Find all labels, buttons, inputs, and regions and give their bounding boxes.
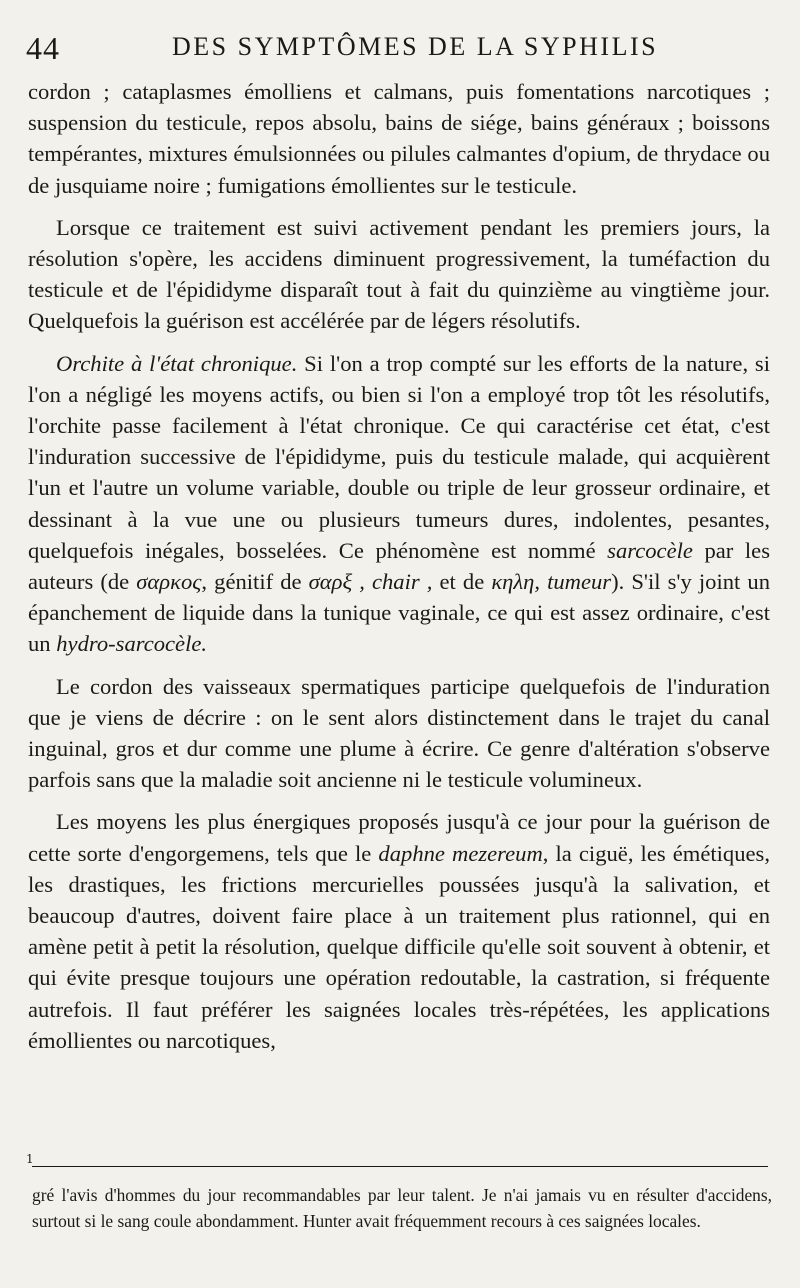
paragraph-3-text-3: , génitif de — [201, 569, 309, 595]
paragraph-4: Le cordon des vaisseaux spermatiques participe quelquefois de l'induration que je viens de décrire : on le sent alors distinctement dans le trajet du canal inguinal, gros et dur comme une plume à écrire. Ce genre d'altération s'observe parfois sans que la maladie soit ancienne ni le testicule volumineux. — [28, 673, 770, 793]
paragraph-3 — [28, 348, 770, 660]
greek-sarx: σαρξ , chair , — [308, 569, 433, 595]
term-hydro-sarcocele: hydro-sarcocèle. — [56, 631, 208, 657]
greek-sarkos: σαρκος — [136, 569, 202, 595]
paragraph-3-text-5: ). S'il s'y joint un épanchement de liquide dans la tunique vaginale, ce qui est assez ordinaire, c'est un — [28, 569, 770, 657]
paragraph-2: Lorsque ce traitement est suivi activement pendant les premiers jours, la résolution s'opère, les accidens diminuent progressivement, la tuméfaction du testicule et de l'épididyme disparaît tout à fait du quinzième au vingtième jour. Quelquefois la guérison est accélérée par de légers résolutifs. — [28, 214, 770, 334]
term-sarcocele: sarcocèle — [607, 537, 693, 563]
greek-kele: κηλη, tumeur — [491, 569, 612, 595]
running-title: DES SYMPTÔMES DE LA SYPHILIS — [172, 32, 659, 61]
paragraph-3-text-2: par les auteurs (de — [28, 537, 770, 595]
page-header — [0, 26, 800, 70]
footnote-mark: 1 — [26, 1152, 34, 1166]
paragraph-3-text-1: Si l'on a trop compté sur les efforts de la nature, si l'on a négligé les moyens actifs, ou bien si l'on a employé trop tôt les résolutifs, l'orchite passe facilement à l'état chronique. Ce qui caractérise cet état, c'est l'induration successive de l'épididyme, puis du testicule malade, qui acquièrent l'un et l'autre un volume variable, double ou triple de leur grosseur ordinaire, et dessinant à la vue une ou plusieurs tumeurs dures, indolentes, pesantes, quelquefois inégales, bosselées. Ce phénomène est nommé — [28, 350, 770, 563]
paragraph-5 — [28, 806, 770, 1056]
body-text — [28, 76, 770, 1067]
paragraph-5-text-1: Les moyens les plus énergiques proposés jusqu'à ce jour pour la guérison de cette sorte d'engorgemens, tels que le — [28, 809, 770, 866]
paragraph-3-text-4: et de — [432, 569, 492, 595]
paragraph-5-text-2: , la ciguë, les émétiques, les drastiques, les frictions mercurielles poussées jusqu'à la salivation, et beaucoup d'autres, doivent faire place à un traitement plus rationnel, qui en amène petit à petit la résolution, quelque difficile qu'elle soit souvent à obtenir, et qui évite presque toujours une opération redoutable, la castration, si fréquente autrefois. Il faut préférer les saignées locales très-répétées, les applications émollientes ou narcotiques, — [28, 840, 770, 1053]
footnote: gré l'avis d'hommes du jour recommandables par leur talent. Je n'ai jamais vu en résulter d'accidens, surtout si le sang coule abondamment. Hunter avait fréquemment recours à ces saignées locales. — [32, 1185, 772, 1231]
section-heading-chronic-orchitis: Orchite à l'état chronique. — [56, 350, 298, 376]
footnote-divider — [32, 1166, 768, 1167]
paragraph-1: cordon ; cataplasmes émolliens et calmans, puis fomentations narcotiques ; suspension du testicule, repos absolu, bains de siége, bains généraux ; boissons tempérantes, mixtures émulsionnées ou pilules calmantes d'opium, de thrydace ou de jusquiame noire ; fumigations émollientes sur le testicule. — [28, 79, 770, 198]
term-daphne-mezereum: daphne mezereum — [378, 840, 543, 866]
page-number: 44 — [26, 30, 60, 66]
